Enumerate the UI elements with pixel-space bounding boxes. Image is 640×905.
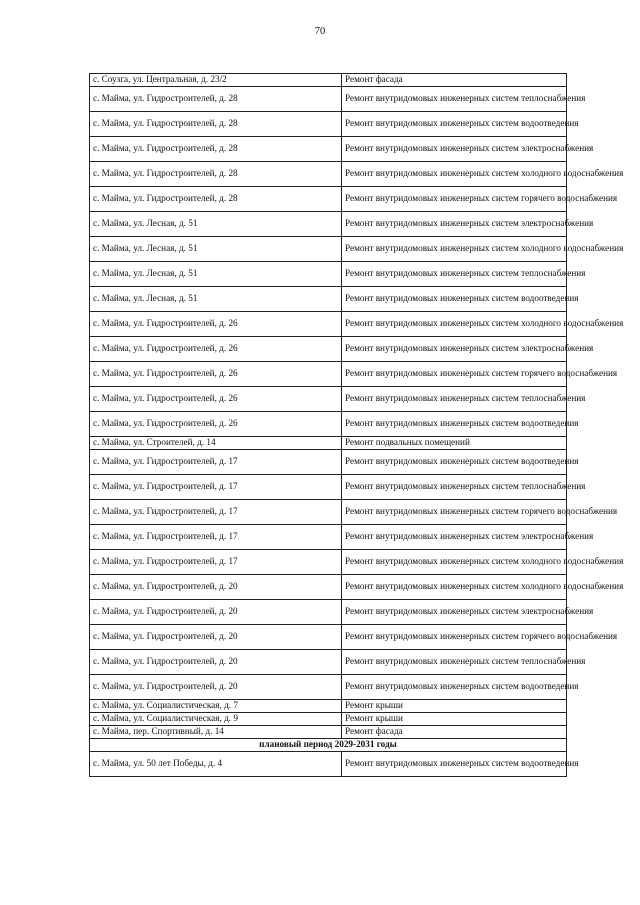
table-row	[90, 525, 567, 550]
table-row	[90, 262, 567, 287]
table-row	[90, 713, 567, 726]
address-cell: с. Майма, ул. Гидростроителей, д. 20	[90, 675, 342, 700]
work-cell: Ремонт внутридомовых инженерных систем теплоснабжения	[342, 475, 567, 500]
address-cell: с. Майма, ул. Гидростроителей, д. 17	[90, 450, 342, 475]
work-cell: Ремонт внутридомовых инженерных систем горячего водоснабжения	[342, 187, 567, 212]
table-row	[90, 74, 567, 87]
table-row	[90, 752, 567, 777]
work-cell: Ремонт крыши	[342, 700, 567, 713]
address-cell: с. Майма, пер. Спортивный, д. 14	[90, 726, 342, 739]
section-title: плановый период 2029-2031 годы	[90, 739, 567, 752]
work-cell: Ремонт фасада	[342, 74, 567, 87]
work-cell: Ремонт фасада	[342, 726, 567, 739]
page-number: 70	[314, 26, 326, 37]
table-row	[90, 87, 567, 112]
address-cell: с. Майма, ул. Гидростроителей, д. 20	[90, 575, 342, 600]
table-row	[90, 475, 567, 500]
address-cell: с. Майма, ул. Лесная, д. 51	[90, 262, 342, 287]
table-row	[90, 212, 567, 237]
address-cell: с. Майма, ул. Гидростроителей, д. 20	[90, 625, 342, 650]
work-cell: Ремонт внутридомовых инженерных систем водоотведения	[342, 675, 567, 700]
work-cell: Ремонт внутридомовых инженерных систем теплоснабжения	[342, 387, 567, 412]
table-row	[90, 362, 567, 387]
work-cell: Ремонт внутридомовых инженерных систем теплоснабжения	[342, 650, 567, 675]
table-row	[90, 700, 567, 713]
work-cell: Ремонт внутридомовых инженерных систем горячего водоснабжения	[342, 500, 567, 525]
table-row	[90, 550, 567, 575]
address-cell: с. Майма, ул. Гидростроителей, д. 28	[90, 137, 342, 162]
table-row	[90, 575, 567, 600]
work-cell: Ремонт внутридомовых инженерных систем электроснабжения	[342, 337, 567, 362]
address-cell: с. Майма, ул. Гидростроителей, д. 20	[90, 600, 342, 625]
work-cell: Ремонт внутридомовых инженерных систем теплоснабжения	[342, 262, 567, 287]
table-row	[90, 437, 567, 450]
table-row	[90, 450, 567, 475]
address-cell: с. Майма, ул. Социалистическая, д. 9	[90, 713, 342, 726]
work-cell: Ремонт внутридомовых инженерных систем электроснабжения	[342, 137, 567, 162]
work-cell: Ремонт внутридомовых инженерных систем холодного водоснабжения	[342, 312, 567, 337]
work-cell: Ремонт внутридомовых инженерных систем холодного водоснабжения	[342, 550, 567, 575]
work-cell: Ремонт внутридомовых инженерных систем электроснабжения	[342, 525, 567, 550]
table-row	[90, 650, 567, 675]
address-cell: с. Майма, ул. Гидростроителей, д. 26	[90, 312, 342, 337]
table-row	[90, 726, 567, 739]
address-cell: с. Майма, ул. Гидростроителей, д. 28	[90, 87, 342, 112]
address-cell: с. Майма, ул. Гидростроителей, д. 20	[90, 650, 342, 675]
address-cell: с. Майма, ул. Гидростроителей, д. 28	[90, 162, 342, 187]
table-row	[90, 237, 567, 262]
works-table-body	[90, 74, 624, 777]
table-row	[90, 312, 567, 337]
work-cell: Ремонт внутридомовых инженерных систем электроснабжения	[342, 212, 567, 237]
work-cell: Ремонт внутридомовых инженерных систем водоотведения	[342, 412, 567, 437]
work-cell: Ремонт внутридомовых инженерных систем горячего водоснабжения	[342, 362, 567, 387]
address-cell: с. Майма, ул. Строителей, д. 14	[90, 437, 342, 450]
work-cell: Ремонт внутридомовых инженерных систем теплоснабжения	[342, 87, 567, 112]
work-cell: Ремонт внутридомовых инженерных систем водоотведения	[342, 752, 567, 777]
table-row	[90, 162, 567, 187]
table-row	[90, 675, 567, 700]
work-cell: Ремонт внутридомовых инженерных систем горячего водоснабжения	[342, 625, 567, 650]
work-cell: Ремонт внутридомовых инженерных систем водоотведения	[342, 450, 567, 475]
table-row	[90, 137, 567, 162]
address-cell: с. Майма, ул. Гидростроителей, д. 17	[90, 500, 342, 525]
work-cell: Ремонт подвальных помещений	[342, 437, 567, 450]
table-row	[90, 412, 567, 437]
address-cell: с. Майма, ул. 50 лет Победы, д. 4	[90, 752, 342, 777]
work-cell: Ремонт внутридомовых инженерных систем водоотведения	[342, 112, 567, 137]
table-row	[90, 112, 567, 137]
address-cell: с. Майма, ул. Гидростроителей, д. 17	[90, 525, 342, 550]
address-cell: с. Майма, ул. Лесная, д. 51	[90, 237, 342, 262]
work-cell: Ремонт внутридомовых инженерных систем холодного водоснабжения	[342, 575, 567, 600]
works-table	[89, 73, 624, 777]
table-row	[90, 625, 567, 650]
work-cell: Ремонт внутридомовых инженерных систем электроснабжения	[342, 600, 567, 625]
work-cell: Ремонт внутридомовых инженерных систем холодного водоснабжения	[342, 162, 567, 187]
address-cell: с. Майма, ул. Социалистическая, д. 7	[90, 700, 342, 713]
address-cell: с. Майма, ул. Гидростроителей, д. 17	[90, 475, 342, 500]
table-row	[90, 500, 567, 525]
address-cell: с. Майма, ул. Гидростроителей, д. 17	[90, 550, 342, 575]
work-cell: Ремонт внутридомовых инженерных систем холодного водоснабжения	[342, 237, 567, 262]
address-cell: с. Майма, ул. Гидростроителей, д. 26	[90, 412, 342, 437]
table-row	[90, 337, 567, 362]
table-row	[90, 600, 567, 625]
address-cell: с. Майма, ул. Лесная, д. 51	[90, 287, 342, 312]
address-cell: с. Майма, ул. Гидростроителей, д. 26	[90, 337, 342, 362]
work-cell: Ремонт крыши	[342, 713, 567, 726]
table-row	[90, 287, 567, 312]
address-cell: с. Майма, ул. Лесная, д. 51	[90, 212, 342, 237]
section-row	[90, 739, 567, 752]
address-cell: с. Майма, ул. Гидростроителей, д. 28	[90, 187, 342, 212]
work-cell: Ремонт внутридомовых инженерных систем водоотведения	[342, 287, 567, 312]
table-row	[90, 387, 567, 412]
address-cell: с. Майма, ул. Гидростроителей, д. 26	[90, 362, 342, 387]
address-cell: с. Соузга, ул. Центральная, д. 23/2	[90, 74, 342, 87]
table-row	[90, 187, 567, 212]
address-cell: с. Майма, ул. Гидростроителей, д. 28	[90, 112, 342, 137]
address-cell: с. Майма, ул. Гидростроителей, д. 26	[90, 387, 342, 412]
